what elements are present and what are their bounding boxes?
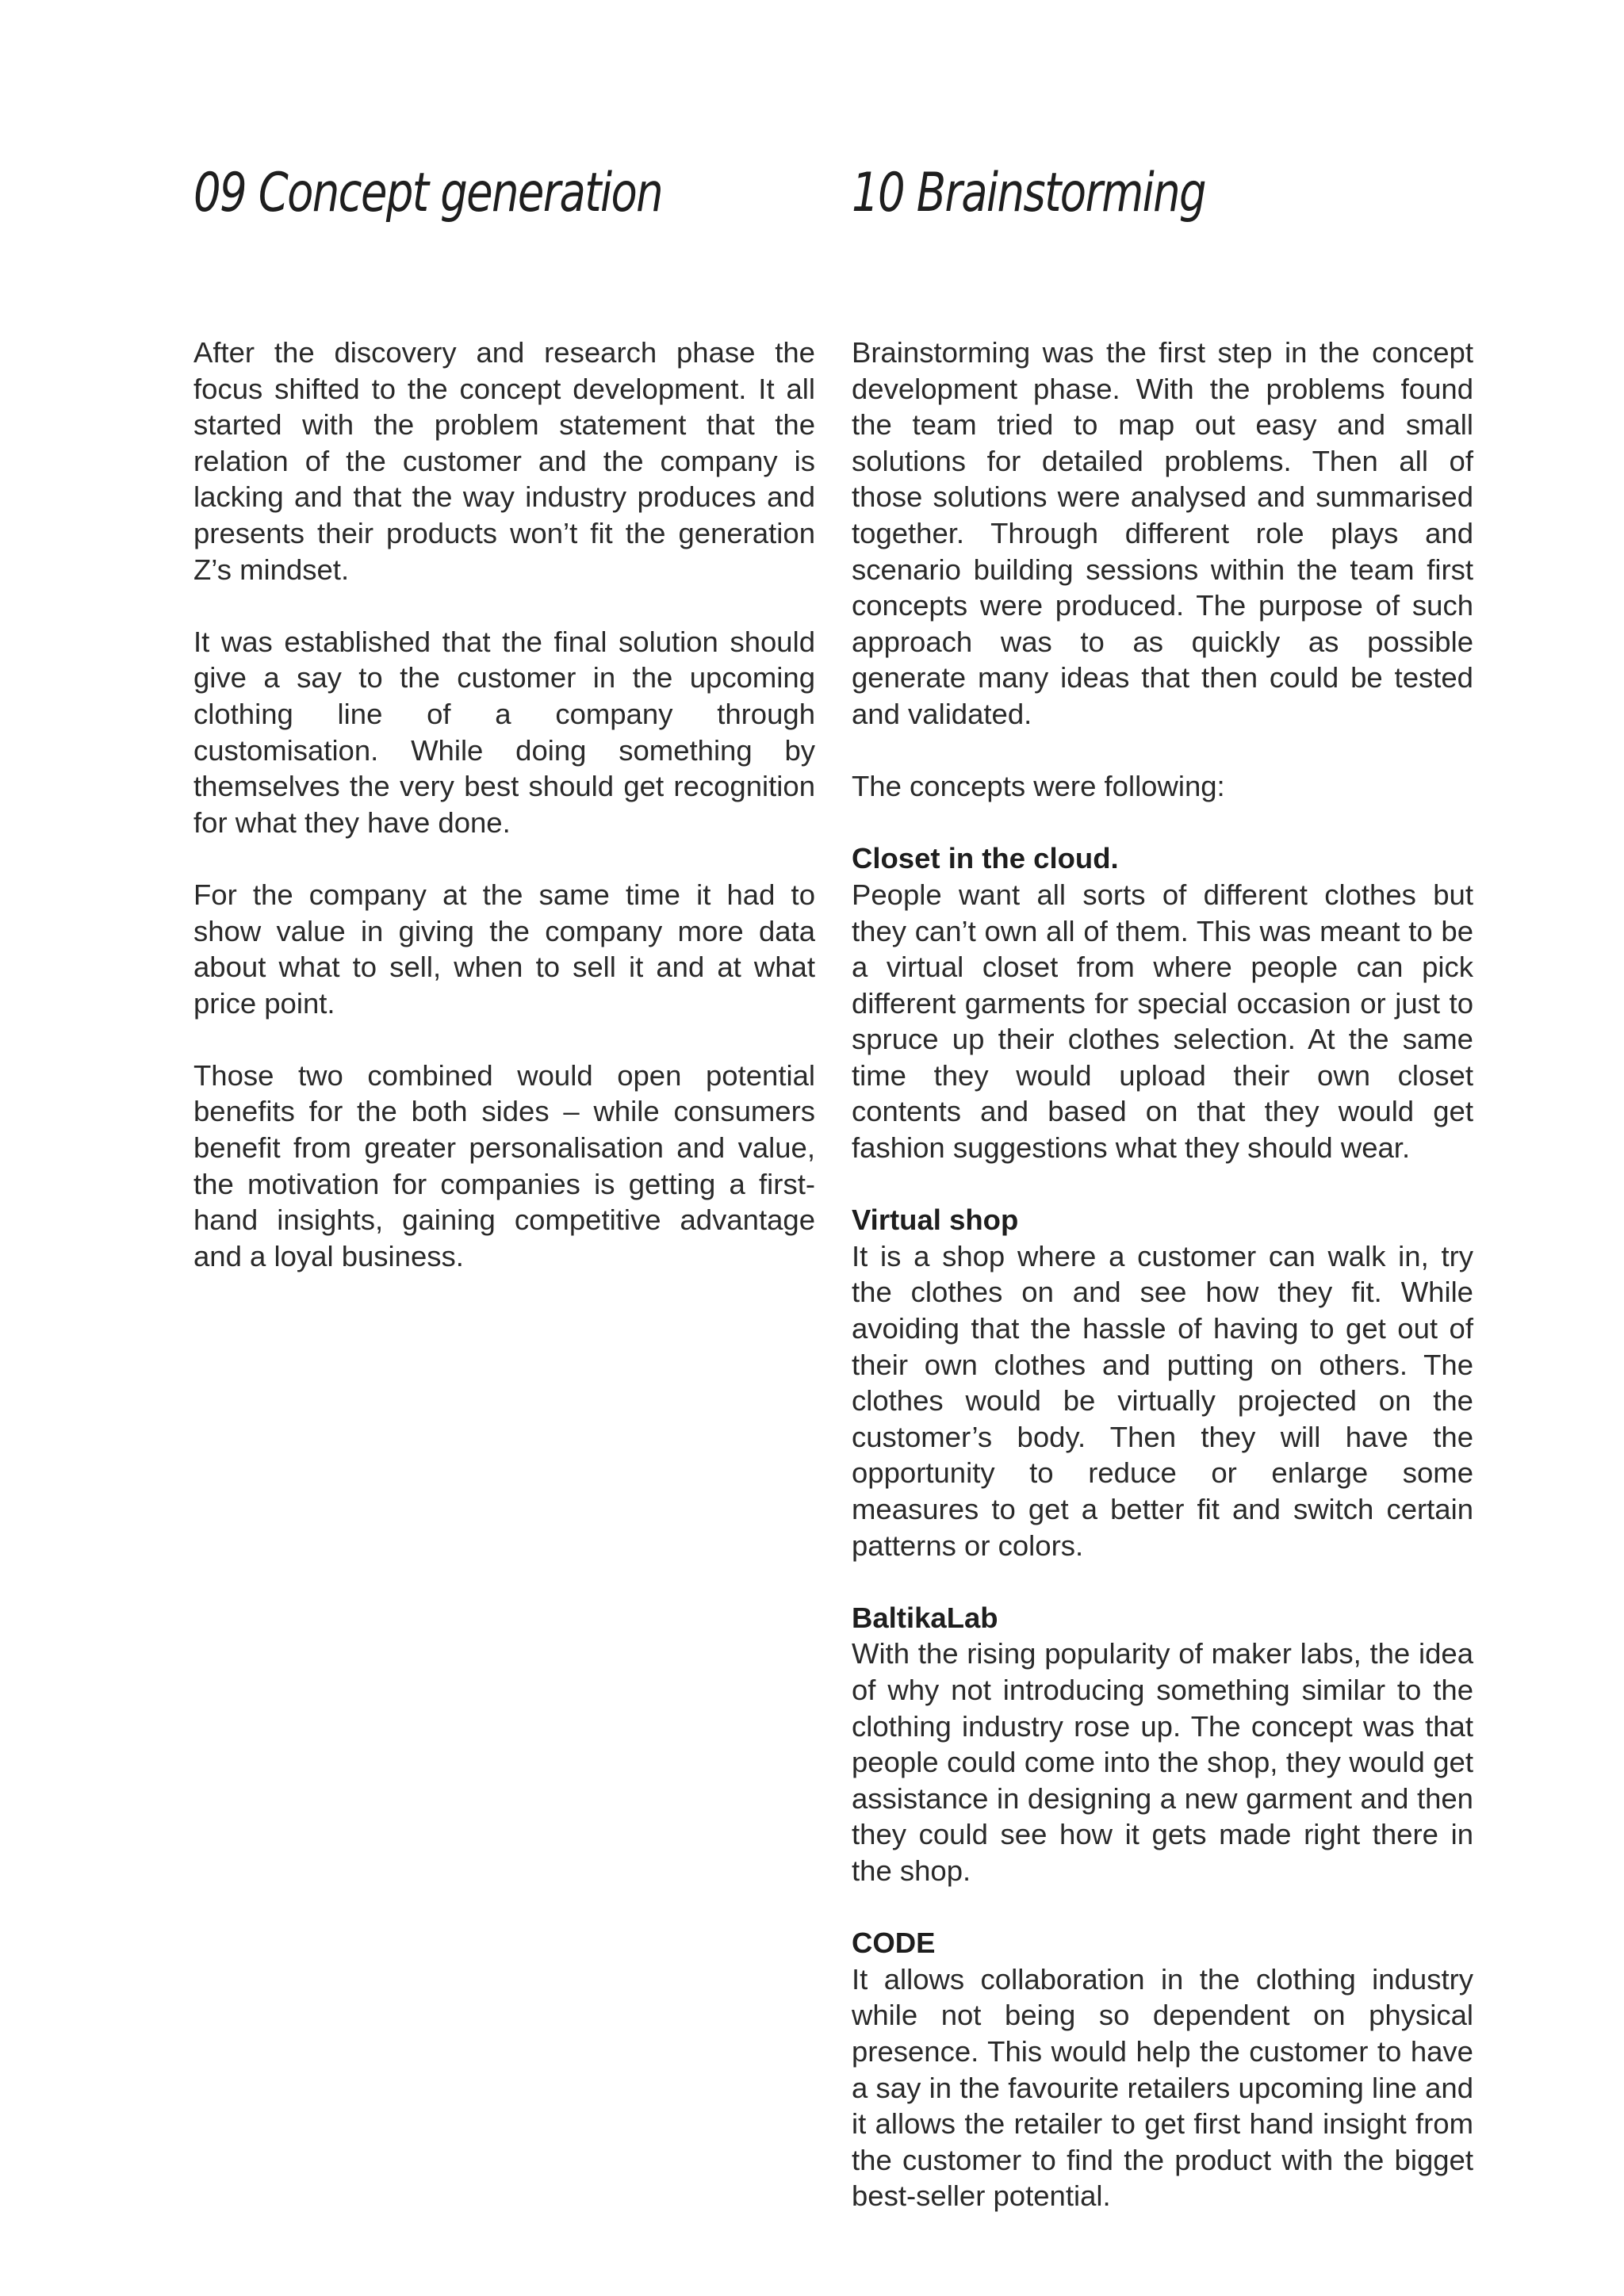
concept-text: It is a shop where a customer can walk in, try the clothes on and see how they fit. While avoiding that the hassle of having to get out of their own clothes and putting on others. The clothes would be virtually projected on the customer’s body. Then they will have the opportunity to reduce or enlarge some measures to get a better fit and switch certain patterns or colors. <box>852 1239 1473 1562</box>
section-title-concept-generation: 09 Concept generation <box>193 162 663 224</box>
left-body <box>193 335 815 1274</box>
concept-text: It allows collaboration in the clothing industry while not being so dependent on physical presence. This would help the customer to have a say in the favourite retailers upcoming line and it allows the retailer to get first hand insight from the customer to find the product with the bigget best-seller potential. <box>852 1962 1473 2213</box>
intro-paragraph: Brainstorming was the first step in the concept development phase. With the problems found the team tried to map out easy and small solutions for detailed problems. Then all of those solutions were analysed and summarised together. Through different role plays and scenario building sessions within the team first concepts were produced. The purpose of such approach was to as quickly as possible generate many ideas that then could be tested and validated. <box>852 336 1473 730</box>
concepts-lead: The concepts were following: <box>852 770 1225 803</box>
paragraph: After the discovery and research phase the focus shifted to the concept development. It all started with the problem statement that the relation of the customer and the company is lacking and that the way industry produces and presents their products won’t fit the generation Z’s mindset. <box>193 336 815 586</box>
left-column <box>193 155 815 1274</box>
paragraph: For the company at the same time it had to show value in giving the company more data about what to sell, when to sell it and at what price point. <box>193 878 815 1020</box>
paragraph: It was established that the final solution should give a say to the customer in the upcoming clothing line of a company through customisation. While doing something by themselves the very best should get recognition for what they have done. <box>193 625 815 839</box>
concept-text: With the rising popularity of maker labs, the idea of why not introducing something similar to the clothing industry rose up. The concept was that people could come into the shop, they would get assistance in designing a new garment and then they could see how it gets made right there in the shop. <box>852 1637 1473 1887</box>
concept-heading: Virtual shop <box>852 1203 1019 1237</box>
right-body <box>852 335 1473 2214</box>
concept-heading: BaltikaLab <box>852 1601 998 1634</box>
right-column <box>852 155 1473 2214</box>
concept-heading: Closet in the cloud. <box>852 842 1119 875</box>
section-title-brainstorming: 10 Brainstorming <box>852 162 1205 224</box>
concept-text: People want all sorts of different clothes but they can’t own all of them. This was meant to be a virtual closet from where people can pick different garments for special occasion or just to spruce up their clothes selection. At the same time they would upload their own closet contents and based on that they would get fashion suggestions what they should wear. <box>852 878 1473 1165</box>
paragraph: Those two combined would open potential benefits for the both sides – while consumers benefit from greater personalisation and value, the motivation for companies is getting a first-hand insights, gaining competitive advantage and a loyal business. <box>193 1058 815 1272</box>
concept-heading: CODE <box>852 1927 936 1960</box>
